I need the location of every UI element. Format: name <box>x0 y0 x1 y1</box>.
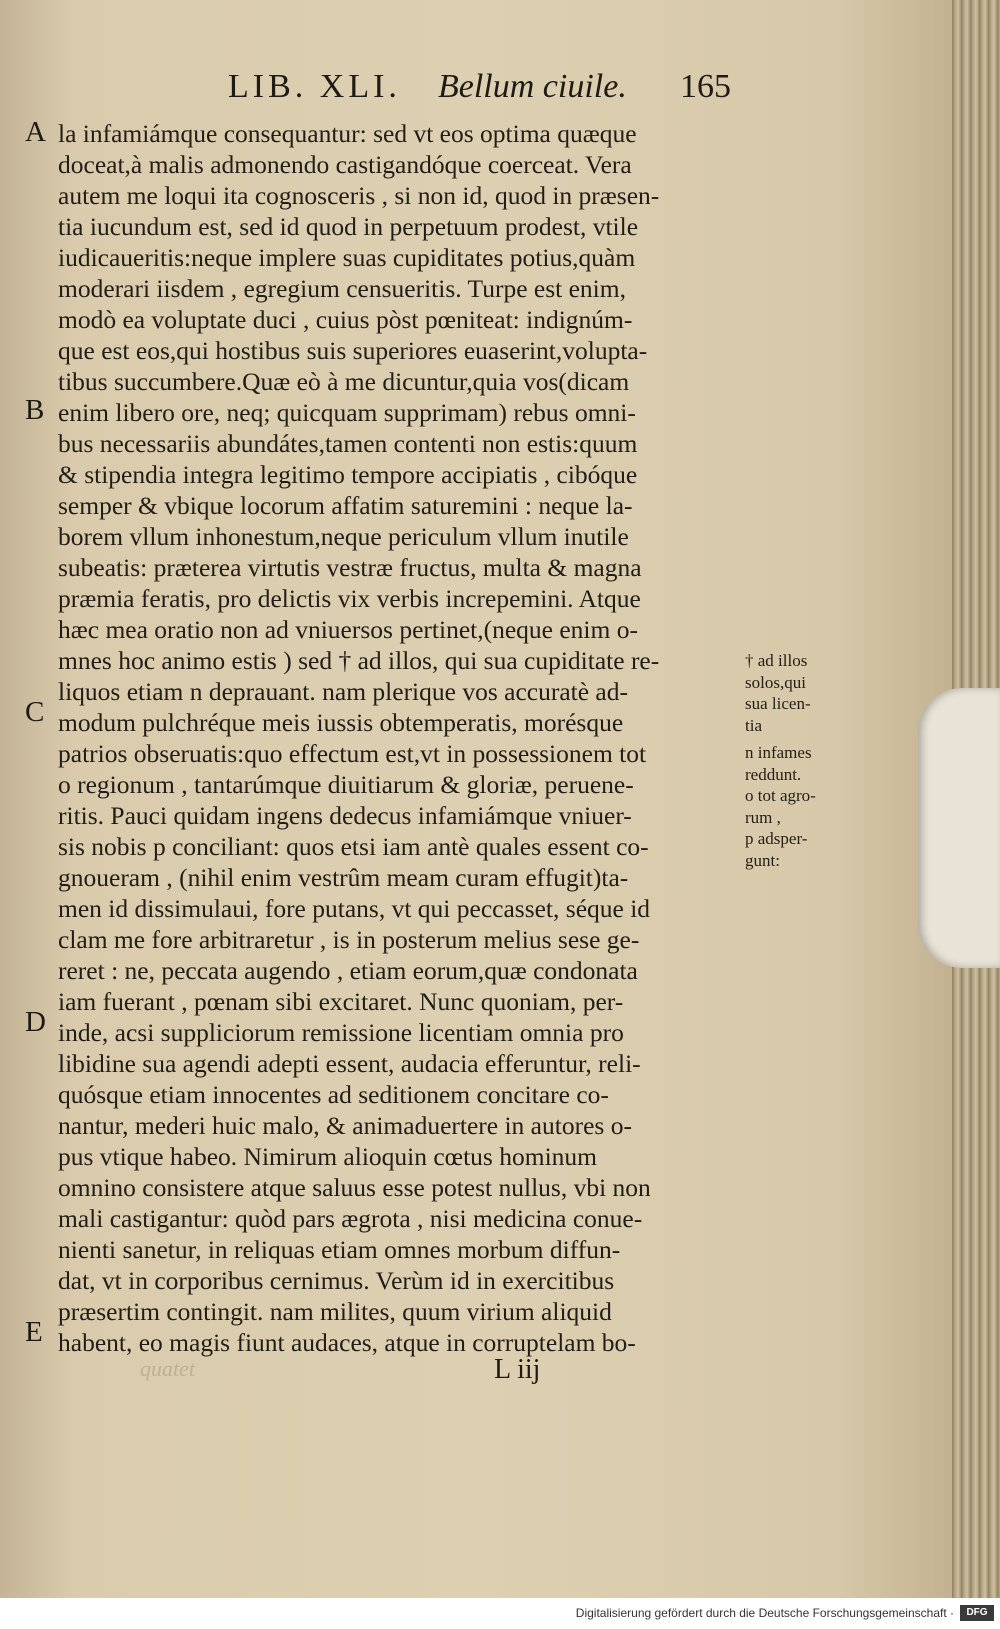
text-line: subeatis: præterea virtutis vestræ fructus, multa & magna <box>58 553 642 582</box>
text-line: tibus succumbere.Quæ eò à me dicuntur,quia vos(dicam <box>58 367 630 396</box>
text-line: borem vllum inhonestum,neque periculum vllum inutile <box>58 522 629 551</box>
margin-letter-e: E <box>25 1316 43 1348</box>
text-line: ritis. Pauci quidam ingens dedecus infamiámque vniuer- <box>58 801 632 830</box>
marginal-note: sua licen- <box>745 694 811 713</box>
marginal-note: solos,qui <box>745 672 806 692</box>
marginal-note: n infames <box>745 743 812 762</box>
marginal-note: p adsper- <box>745 829 808 848</box>
text-line: doceat,à malis admonendo castigandóque coerceat. Vera <box>58 150 632 179</box>
text-line: la infamiámque consequantur: sed vt eos optima quæque <box>58 119 637 148</box>
margin-letter-b: B <box>25 394 45 426</box>
text-line: modum pulchréque meis iussis obtemperatis, morésque <box>58 708 624 737</box>
marginal-note: † ad illos <box>745 651 808 670</box>
running-title: Bellum ciuile. <box>438 68 627 105</box>
text-line: omnino consistere atque saluus esse potest nullus, vbi non <box>58 1173 651 1202</box>
text-line: liquos etiam n deprauant. nam plerique vos accuratè ad- <box>58 677 628 706</box>
text-line: iam fuerant , pœnam sibi excitaret. Nunc quoniam, per- <box>58 987 624 1016</box>
text-line: præsertim contingit. nam milites, quum virium aliquid <box>58 1297 612 1326</box>
text-line: patrios obseruatis:quo effectum est,vt in possessionem tot <box>58 739 647 768</box>
dfg-logo-icon: DFG <box>960 1605 994 1621</box>
text-line: autem me loqui ita cognosceris , si non id, quod in præsen- <box>58 181 660 210</box>
text-line: libidine sua agendi adepti essent, audacia efferuntur, reli- <box>58 1049 641 1078</box>
text-line: præmia feratis, pro delictis vix verbis increpemini. Atque <box>58 584 641 613</box>
page-clip <box>918 688 1000 968</box>
text-line: nantur, mederi huic malo, & animaduertere in autores o- <box>58 1111 632 1140</box>
text-line: sis nobis p conciliant: quos etsi iam antè quales essent co- <box>58 832 649 861</box>
text-line: & stipendia integra legitimo tempore accipiatis , cibóque <box>58 460 638 489</box>
text-line: gnoueram , (nihil enim vestrûm meam curam effugit)ta- <box>58 863 629 892</box>
body-text <box>58 118 746 1358</box>
margin-letter-a: A <box>25 116 46 148</box>
marginal-note: gunt: <box>745 850 780 870</box>
text-line: inde, acsi suppliciorum remissione licentiam omnia pro <box>58 1018 624 1047</box>
text-line: pus vtique habeo. Nimirum alioquin cœtus hominum <box>58 1142 597 1171</box>
text-line: bus necessariis abundátes,tamen contenti non estis:quum <box>58 429 638 458</box>
text-line: men id dissimulaui, fore putans, vt qui peccasset, séque id <box>58 894 651 923</box>
text-line: modò ea voluptate duci , cuius pòst pœniteat: indignúm- <box>58 305 633 334</box>
text-line: reret : ne, peccata augendo , etiam eorum,quæ condonata <box>58 956 638 985</box>
signature-mark: L iij <box>494 1354 541 1385</box>
text-line: quósque etiam innocentes ad seditionem concitare co- <box>58 1080 609 1109</box>
page-number: 165 <box>680 68 731 105</box>
book-number: LIB. XLI. <box>228 68 401 105</box>
text-line: hæc mea oratio non ad vniuersos pertinet,(neque enim o- <box>58 615 638 644</box>
margin-letter-c: C <box>25 696 45 728</box>
marginal-note: reddunt. <box>745 764 802 784</box>
marginal-note: o tot agro- <box>745 786 816 805</box>
text-line: que est eos,qui hostibus suis superiores euaserint,volupta- <box>58 336 648 365</box>
bleed-through-text: quatet <box>140 1356 195 1381</box>
text-line: mnes hoc animo estis ) sed † ad illos, qui sua cupiditate re- <box>58 646 660 675</box>
funding-notice: Digitalisierung gefördert durch die Deutsche Forschungsgemeinschaft · <box>575 1606 954 1620</box>
running-head <box>200 68 760 112</box>
text-line: tia iucundum est, sed id quod in perpetuum prodest, vtile <box>58 212 639 241</box>
text-line: enim libero ore, neq; quicquam supprimam) rebus omni- <box>58 398 636 427</box>
marginal-note: rum , <box>745 807 781 827</box>
text-line: dat, vt in corporibus cernimus. Verùm id in exercitibus <box>58 1266 615 1295</box>
footer-bar <box>0 1598 1000 1629</box>
text-line: habent, eo magis fiunt audaces, atque in corruptelam bo- <box>58 1328 636 1357</box>
text-line: clam me fore arbitraretur , is in posterum melius sese ge- <box>58 925 640 954</box>
marginal-notes <box>745 650 855 871</box>
text-line: iudicaueritis:neque implere suas cupiditates potius,quàm <box>58 243 636 272</box>
text-line: moderari iisdem , egregium censueritis. Turpe est enim, <box>58 274 626 303</box>
margin-letter-d: D <box>25 1006 46 1038</box>
marginal-note: tia <box>745 715 762 735</box>
text-line: mali castigantur: quòd pars ægrota , nisi medicina conue- <box>58 1204 643 1233</box>
text-line: o regionum , tantarúmque diuitiarum & gloriæ, peruene- <box>58 770 634 799</box>
text-line: semper & vbique locorum affatim saturemini : neque la- <box>58 491 633 520</box>
text-line: nienti sanetur, in reliquas etiam omnes morbum diffun- <box>58 1235 621 1264</box>
